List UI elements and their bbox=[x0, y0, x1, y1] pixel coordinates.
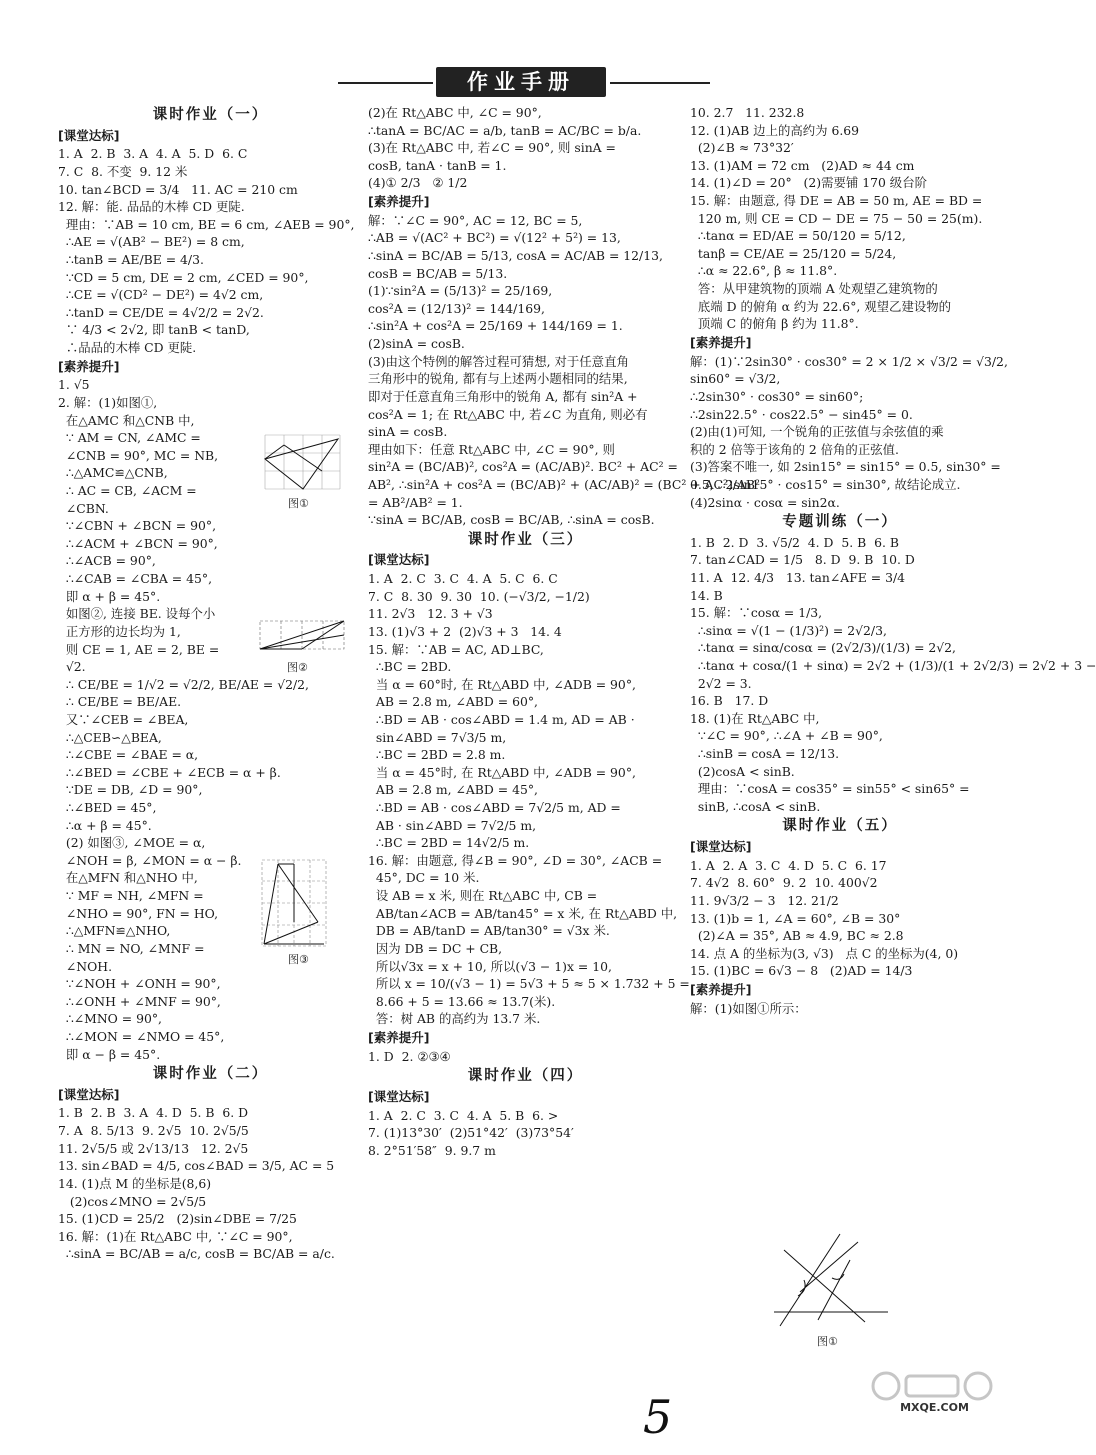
answer-line: ∴AB = √(AC² + BC²) = √(12² + 5²) = 13, bbox=[368, 230, 621, 246]
answer-line: ∴sinα = √(1 − (1/3)²) = 2√2/3, bbox=[690, 622, 887, 638]
figure-4-label: 图① bbox=[817, 1335, 838, 1348]
answer-line: ∴BC = 2BD = 2.8 m. bbox=[368, 747, 506, 763]
answer-line: (2)sinA = cosB. bbox=[368, 336, 465, 352]
answer-line: 13. (1)b = 1, ∠A = 60°, ∠B = 30° bbox=[690, 910, 901, 926]
section-heading: 课时作业（一） bbox=[152, 107, 269, 123]
answer-line: ∵∠C = 90°, ∴∠A + ∠B = 90°, bbox=[690, 728, 883, 744]
answer-line: ∴sinA = BC/AB = a/c, cosB = BC/AB = a/c. bbox=[58, 1246, 335, 1262]
answer-line: 解：(1)如图①所示： bbox=[690, 1000, 807, 1016]
answer-line: ∠CNB = 90°, MC = NB, bbox=[58, 447, 219, 463]
answer-line: 7. A 8. 5/13 9. 2√5 10. 2√5/5 bbox=[58, 1123, 249, 1139]
answer-line: ∴AE = √(AB² − BE²) = 8 cm, bbox=[58, 234, 245, 250]
answer-line: sin60° = √3/2, bbox=[690, 371, 781, 387]
answer-line: 答：从甲建筑物的顶端 A 处观望乙建筑物的 bbox=[690, 281, 938, 297]
answer-line: ∴ MN = NO, ∠MNF = bbox=[58, 940, 205, 956]
answer-line: 所以√3x = x + 10, 所以(√3 − 1)x = 10, bbox=[368, 958, 612, 974]
answer-line: = AB²/AB² = 1. bbox=[368, 494, 463, 510]
answer-line: 11. 2√3 12. 3 + √3 bbox=[368, 606, 493, 622]
answer-line: 解：(1)∵2sin30° · cos30° = 2 × 1/2 × √3/2 = √3/2, bbox=[690, 353, 1008, 369]
answer-line: ∴tanA = BC/AC = a/b, tanB = AC/BC = b/a. bbox=[368, 122, 642, 138]
answer-line: ∠NOH. bbox=[58, 958, 113, 974]
answer-line: 理由如下：任意 Rt△ABC 中, ∠C = 90°, 则 bbox=[368, 441, 615, 457]
section-heading: 课时作业（二） bbox=[152, 1066, 269, 1083]
answer-line: 15. (1)CD = 25/2 (2)sin∠DBE = 7/25 bbox=[58, 1211, 297, 1227]
answer-line: ∵∠CBN + ∠BCN = 90°, bbox=[58, 518, 217, 534]
subsection-label: [课堂达标] bbox=[690, 839, 752, 855]
answer-line: ∴ AC = CB, ∠ACM = bbox=[58, 483, 197, 499]
answer-line: ∵ MF = NH, ∠MFN = bbox=[58, 888, 204, 904]
answer-line: AB², ∴sin²A + cos²A = (BC/AB)² + (AC/AB)² = (BC² + AC²)/AB² bbox=[368, 476, 760, 492]
answer-line: 18. (1)在 Rt△ABC 中, bbox=[690, 710, 820, 726]
answer-line: ∠NHO = 90°, FN = HO, bbox=[58, 905, 219, 921]
subsection-label: [素养提升] bbox=[690, 982, 752, 998]
answer-line: (2)cosA < sinB. bbox=[690, 763, 795, 779]
answer-line: sin²A = (BC/AB)², cos²A = (AC/AB)². BC² + AC² = bbox=[368, 459, 678, 475]
answer-line: cos²A = (12/13)² = 144/169, bbox=[368, 300, 545, 316]
handwritten-page-number: 5 bbox=[643, 1390, 673, 1444]
answer-line: ∵CD = 5 cm, DE = 2 cm, ∠CED = 90°, bbox=[58, 269, 309, 285]
answer-line: ∴ CE/BE = BE/AE. bbox=[58, 694, 182, 710]
answer-line: 如图②, 连接 BE. 设每个小 bbox=[58, 606, 216, 622]
answer-line: ∴BD = AB · cos∠ABD = 1.4 m, AD = AB · bbox=[368, 711, 635, 727]
subsection-label: [课堂达标] bbox=[58, 127, 120, 143]
banner-rule-left bbox=[338, 82, 433, 84]
answer-line: 13. (1)AM = 72 cm (2)AD ≈ 44 cm bbox=[690, 157, 915, 173]
answer-line: 7. tan∠CAD = 1/5 8. D 9. B 10. D bbox=[690, 552, 915, 568]
answer-line: 当 α = 60°时, 在 Rt△ABD 中, ∠ADB = 90°, bbox=[368, 676, 636, 692]
answer-line: ∴∠ACB = 90°, bbox=[58, 553, 156, 569]
answer-line: ∠NOH = β, ∠MON = α − β. bbox=[58, 852, 242, 868]
answer-line: 即 α − β = 45°. bbox=[58, 1046, 161, 1062]
answer-line: 11. 2√5/5 或 2√13/13 12. 2√5 bbox=[58, 1140, 249, 1156]
answer-line: 在△MFN 和△NHO 中, bbox=[58, 870, 198, 886]
answer-line: ∴α ≈ 22.6°, β ≈ 11.8°. bbox=[690, 263, 838, 279]
answer-line: ∴sin²A + cos²A = 25/169 + 144/169 = 1. bbox=[368, 318, 623, 334]
answer-line: AB · sin∠ABD = 7√2/5 m, bbox=[368, 817, 537, 833]
answer-line: AB = 2.8 m, ∠ABD = 60°, bbox=[368, 694, 538, 710]
answer-line: sinA = cosB. bbox=[368, 424, 448, 440]
answer-line: 又∵∠CEB = ∠BEA, bbox=[58, 711, 189, 727]
answer-line: 1. B 2. B 3. A 4. D 5. B 6. D bbox=[58, 1105, 249, 1121]
answer-line: ∴BC = 2BD = 14√2/5 m. bbox=[368, 835, 530, 851]
answer-line: 2√2 = 3. bbox=[690, 675, 752, 691]
answer-line: 11. A 12. 4/3 13. tan∠AFE = 3/4 bbox=[690, 569, 906, 585]
answer-line: ∴2sin22.5° · cos22.5° − sin45° = 0. bbox=[690, 406, 913, 422]
answer-line: ∴∠CAB = ∠CBA = 45°, bbox=[58, 571, 213, 587]
answer-line: 13. (1)√3 + 2 (2)√3 + 3 14. 4 bbox=[368, 623, 562, 639]
answer-line: ∵ AM = CN, ∠AMC = bbox=[58, 430, 201, 446]
answer-line: 解：∵∠C = 90°, AC = 12, BC = 5, bbox=[368, 212, 583, 228]
answer-line: 7. C 8. 30 9. 30 10. (−√3/2, −1/2) bbox=[368, 588, 590, 604]
figure-1-label: 图① bbox=[288, 497, 309, 510]
answer-line: 2. 解：(1)如图①, bbox=[58, 395, 158, 410]
answer-line: 因为 DB = DC + CB, bbox=[368, 940, 503, 956]
answer-line: (2)cos∠MNO = 2√5/5 bbox=[58, 1193, 207, 1209]
answer-line: ∴sinA = BC/AB = 5/13, cosA = AC/AB = 12/13, bbox=[368, 248, 663, 264]
answer-line: ∴∠BED = 45°, bbox=[58, 800, 157, 816]
answer-line: 14. (1)点 M 的坐标是(8,6) bbox=[58, 1175, 212, 1191]
answer-line: 8.66 + 5 = 13.66 ≈ 13.7(米). bbox=[368, 993, 556, 1009]
construction-diagram bbox=[770, 1230, 895, 1330]
answer-line: 16. 解：由题意, 得∠B = 90°, ∠D = 30°, ∠ACB = bbox=[368, 852, 663, 868]
answer-line: 13. sin∠BAD = 4/5, cos∠BAD = 3/5, AC = 5 bbox=[58, 1158, 335, 1174]
answer-line: 10. tan∠BCD = 3/4 11. AC = 210 cm bbox=[58, 181, 298, 197]
answer-line: (1)∵sin²A = (5/13)² = 25/169, bbox=[368, 283, 553, 299]
answer-line: ∴∠MON = ∠NMO = 45°, bbox=[58, 1028, 225, 1044]
answer-line: DB = AB/tanD = AB/tan30° = √3x 米. bbox=[368, 923, 610, 939]
answer-line: ∵ 4/3 < 2√2, 即 tanB < tanD, bbox=[58, 322, 250, 338]
answer-line: ∴∠ACM + ∠BCN = 90°, bbox=[58, 535, 218, 551]
answer-line: ∴BC = 2BD. bbox=[368, 659, 452, 675]
figure-2-diagram bbox=[256, 617, 348, 655]
answer-line: 12. 解：能. 品品的木棒 CD 更陡. bbox=[58, 199, 245, 215]
answer-line: 14. 点 A 的坐标为(3, √3) 点 C 的坐标为(4, 0) bbox=[690, 945, 959, 961]
subsection-label: [课堂达标] bbox=[368, 1088, 430, 1104]
answer-line: 即对于任意直角三角形中的锐角 A, 都有 sin²A + bbox=[368, 388, 638, 404]
answer-line: ∴2sin30° · cos30° = sin60°; bbox=[690, 388, 864, 404]
subsection-label: [课堂达标] bbox=[58, 1086, 120, 1102]
subsection-label: [素养提升] bbox=[368, 1029, 430, 1045]
answer-line: ∴△CEB∽△BEA, bbox=[58, 729, 162, 745]
answer-line: ∵∠NOH + ∠ONH = 90°, bbox=[58, 976, 221, 992]
answer-line: 积的 2 倍等于该角的 2 倍角的正弦值. bbox=[690, 441, 899, 457]
answer-line: ∴ CE/BE = 1/√2 = √2/2, BE/AE = √2/2, bbox=[58, 676, 309, 692]
answer-line: 1. A 2. C 3. C 4. A 5. C 6. C bbox=[368, 571, 558, 587]
answer-line: 三角形中的锐角, 都有与上述两小题相同的结果, bbox=[368, 371, 628, 387]
answer-line: (2)在 Rt△ABC 中, ∠C = 90°, bbox=[368, 105, 542, 120]
answer-line: 16. 解：(1)在 Rt△ABC 中, ∵∠C = 90°, bbox=[58, 1228, 293, 1244]
answer-line: ∴∠BED = ∠CBE + ∠ECB = α + β. bbox=[58, 764, 281, 780]
column-right bbox=[690, 104, 1096, 1017]
answer-line: ∴sinB = cosA = 12/13. bbox=[690, 746, 840, 762]
answer-line: 15. (1)BC = 6√3 − 8 (2)AD = 14/3 bbox=[690, 963, 913, 979]
answer-line: ∵sinA = BC/AB, cosB = BC/AB, ∴sinA = cosB. bbox=[368, 512, 655, 528]
answer-line: (2)∠A = 35°, AB ≈ 4.9, BC ≈ 2.8 bbox=[690, 928, 904, 944]
answer-line: ∴CE = √(CD² − DE²) = 4√2 cm, bbox=[58, 287, 264, 303]
answer-line: (2)∠B ≈ 73°32′ bbox=[690, 140, 794, 156]
page-banner: 作业手册 bbox=[436, 67, 606, 97]
answer-line: 15. 解：∵cosα = 1/3, bbox=[690, 605, 823, 621]
answer-line: ∠CBN. bbox=[58, 500, 109, 516]
answer-line: ∴tanα = ED/AE = 50/120 = 5/12, bbox=[690, 228, 906, 244]
answer-line: tanβ = CE/AE = 25/120 = 5/24, bbox=[690, 245, 897, 261]
answer-line: (2) 如图③, ∠MOE = α, bbox=[58, 835, 206, 851]
answer-line: 答：树 AB 的高约为 13.7 米. bbox=[368, 1011, 541, 1027]
answer-line: 在△AMC 和△CNB 中, bbox=[58, 412, 195, 428]
figure-1-diagram bbox=[260, 433, 345, 493]
answer-line: 顶端 C 的俯角 β 约为 11.8°. bbox=[690, 316, 859, 332]
answer-line: ∴tanB = AE/BE = 4/3. bbox=[58, 251, 204, 267]
answer-line: sinB, ∴cosA < sinB. bbox=[690, 798, 821, 814]
answer-line: √2. bbox=[58, 659, 86, 675]
answer-line: 10. 2.7 11. 232.8 bbox=[690, 105, 805, 120]
answer-line: AB = 2.8 m, ∠ABD = 45°, bbox=[368, 782, 538, 798]
answer-line: 7. (1)13°30′ (2)51°42′ (3)73°54′ bbox=[368, 1125, 574, 1141]
answer-line: ∴△MFN≌△NHO, bbox=[58, 923, 171, 939]
answer-line: cosB = BC/AB = 5/13. bbox=[368, 265, 508, 281]
answer-line: sin∠ABD = 7√3/5 m, bbox=[368, 729, 507, 745]
answer-line: 底端 D 的俯角 α 约为 22.6°, 观望乙建设物的 bbox=[690, 298, 952, 314]
subsection-label: [素养提升] bbox=[368, 194, 430, 210]
section-heading: 课时作业（四） bbox=[467, 1068, 584, 1085]
answer-line: 所以 x = 10/(√3 − 1) = 5√3 + 5 ≈ 5 × 1.732 + 5 = bbox=[368, 976, 690, 992]
answer-line: (3)答案不唯一, 如 2sin15° = sin15° = 0.5, sin30° = bbox=[690, 459, 1001, 475]
answer-line: 16. B 17. D bbox=[690, 693, 769, 709]
watermark-logo bbox=[870, 1370, 995, 1402]
answer-line: cosB, tanA · tanB = 1. bbox=[368, 157, 507, 173]
answer-line: ∴BD = AB · cos∠ABD = 7√2/5 m, AD = bbox=[368, 800, 621, 816]
answer-line: 当 α = 45°时, 在 Rt△ABD 中, ∠ADB = 90°, bbox=[368, 764, 636, 780]
answer-line: cos²A = 1; 在 Rt△ABC 中, 若∠C 为直角, 则必有 bbox=[368, 406, 648, 422]
section-heading: 课时作业（五） bbox=[782, 818, 898, 835]
answer-line: 15. 解：由题意, 得 DE = AB = 50 m, AE = BD = bbox=[690, 193, 983, 209]
answer-line: ∴品品的木棒 CD 更陡. bbox=[58, 340, 197, 356]
answer-line: 理由：∵cosA = cos35° = sin55° < sin65° = bbox=[690, 781, 970, 797]
answer-line: 14. (1)∠D = 20° (2)需要铺 170 级台阶 bbox=[690, 175, 927, 191]
answer-line: 11. 9√3/2 − 3 12. 21/2 bbox=[690, 893, 839, 909]
answer-line: 1. B 2. D 3. √5/2 4. D 5. B 6. B bbox=[690, 534, 899, 550]
answer-line: 14. B bbox=[690, 587, 723, 603]
answer-line: 7. 4√2 8. 60° 9. 2 10. 400√2 bbox=[690, 875, 878, 891]
answer-line: ∴tanα = sinα/cosα = (2√2/3)/(1/3) = 2√2, bbox=[690, 640, 956, 656]
answer-line: ∴∠ONH + ∠MNF = 90°, bbox=[58, 993, 221, 1009]
answer-line: 15. 解：∵AB = AC, AD⊥BC, bbox=[368, 641, 544, 657]
subsection-label: [素养提升] bbox=[58, 358, 120, 374]
answer-line: 120 m, 则 CE = CD − DE = 75 − 50 = 25(m). bbox=[690, 210, 983, 226]
banner-rule-right bbox=[610, 82, 710, 84]
answer-line: 设 AB = x 米, 则在 Rt△ABC 中, CB = bbox=[368, 888, 598, 904]
subsection-label: [素养提升] bbox=[690, 334, 752, 350]
answer-line: 0.5, ∴2sin15° · cos15° = sin30°, 故结论成立. bbox=[690, 476, 961, 492]
answer-line: (3)由这个特例的解答过程可猜想, 对于任意直角 bbox=[368, 353, 629, 369]
answer-line: 理由：∵AB = 10 cm, BE = 6 cm, ∠AEB = 90°, bbox=[58, 216, 355, 232]
answer-line: 1. D 2. ②③④ bbox=[368, 1048, 451, 1064]
answer-line: ∴tanD = CE/DE = 4√2/2 = 2√2. bbox=[58, 304, 264, 320]
answer-line: 1. √5 bbox=[58, 377, 90, 393]
answer-line: (2)由(1)可知, 一个锐角的正弦值与余弦值的乘 bbox=[690, 424, 944, 440]
answer-line: 45°, DC = 10 米. bbox=[368, 870, 480, 886]
answer-line: AB/tan∠ACB = AB/tan45° = x 米, 在 Rt△ABD 中, bbox=[368, 905, 678, 921]
subsection-label: [课堂达标] bbox=[368, 552, 430, 568]
answer-line: ∴α + β = 45°. bbox=[58, 817, 152, 833]
answer-line: 7. C 8. 不变 9. 12 米 bbox=[58, 163, 188, 179]
answer-line: ∴∠CBE = ∠BAE = α, bbox=[58, 747, 199, 763]
answer-line: ∵DE = DB, ∠D = 90°, bbox=[58, 782, 203, 798]
answer-line: 8. 2°51′58″ 9. 9.7 m bbox=[368, 1142, 496, 1158]
figure-2-label: 图② bbox=[287, 661, 308, 674]
column-left bbox=[58, 104, 363, 1263]
watermark-domain: MXQE.COM bbox=[900, 1401, 969, 1414]
section-heading: 专题训练（一） bbox=[782, 514, 898, 531]
answer-line: (3)在 Rt△ABC 中, 若∠C = 90°, 则 sinA = bbox=[368, 140, 616, 156]
section-heading: 课时作业（三） bbox=[467, 531, 584, 548]
figure-3-diagram bbox=[258, 856, 330, 951]
answer-line: (4)① 2/3 ② 1/2 bbox=[368, 175, 468, 191]
answer-line: (4)2sinα · cosα = sin2α. bbox=[690, 494, 840, 510]
answer-line: 1. A 2. C 3. C 4. A 5. B 6. > bbox=[368, 1107, 559, 1123]
answer-line: 正方形的边长均为 1, bbox=[58, 623, 181, 639]
answer-line: ∴△AMC≌△CNB, bbox=[58, 465, 168, 481]
answer-line: 则 CE = 1, AE = 2, BE = bbox=[58, 641, 220, 657]
answer-line: 1. A 2. A 3. C 4. D 5. C 6. 17 bbox=[690, 857, 887, 873]
figure-3-label: 图③ bbox=[288, 953, 309, 966]
answer-line: 即 α + β = 45°. bbox=[58, 588, 161, 604]
answer-line: ∴∠MNO = 90°, bbox=[58, 1011, 162, 1027]
answer-line: 12. (1)AB 边上的高约为 6.69 bbox=[690, 122, 860, 138]
answer-line: 1. A 2. B 3. A 4. A 5. D 6. C bbox=[58, 146, 248, 162]
answer-line: ∴tanα + cosα/(1 + sinα) = 2√2 + (1/3)/(1 + 2√2/3) = 2√2 + 3 − bbox=[690, 658, 1096, 673]
